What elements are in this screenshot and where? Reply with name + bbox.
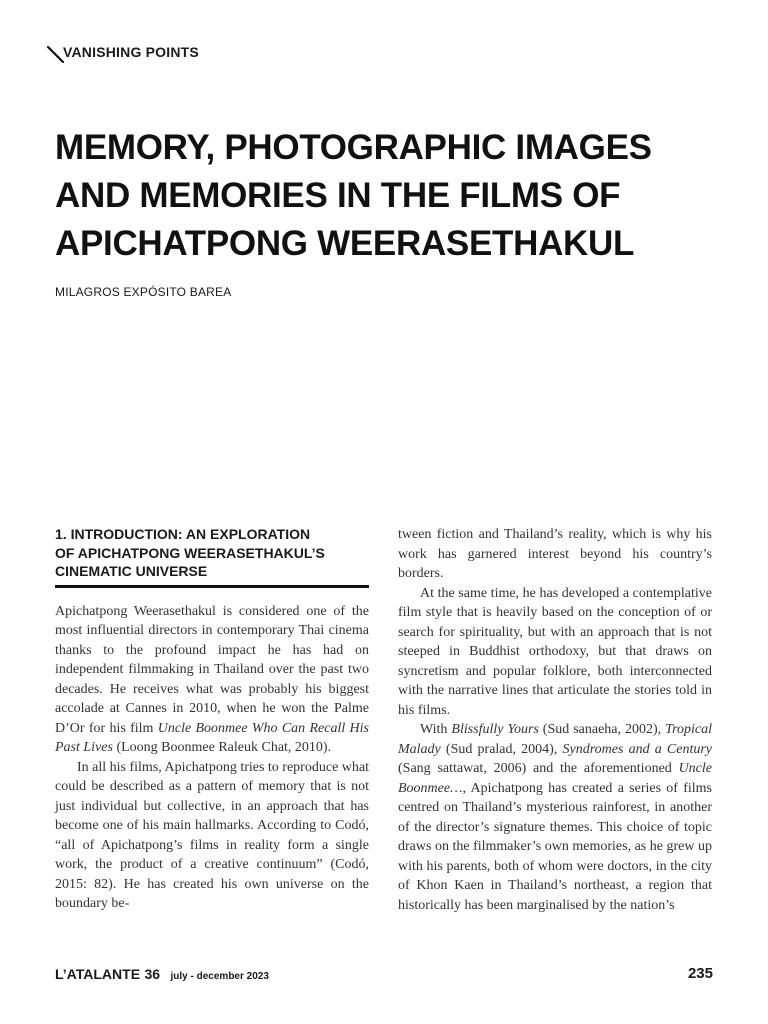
section-heading xyxy=(55,525,369,585)
film-title: Blissfully Yours xyxy=(451,722,539,737)
section-heading-line: 1. INTRODUCTION: AN EXPLORATION xyxy=(55,526,311,542)
journal-date: july - december 2023 xyxy=(170,971,269,982)
film-title: Tropical Malady xyxy=(398,722,713,757)
page-number: 235 xyxy=(687,965,713,982)
title-line: AND MEMORIES IN THE FILMS OF xyxy=(55,176,621,215)
article-title xyxy=(55,124,735,268)
paragraph: With Blissfully Yours (Sud sanaeha, 2002), Tropical Malady (Sud pralad, 2004), Syndromes and a Century (Sang sattawat, 2006) and the aforementioned Uncle Boonmee…, Apichatpong has created a series of films centred on Thailand’s mysterious rainforest, in another of the director’s signature themes. This choice of topic draws on the filmmaker’s own memories, as he grew up with his parents, both of whom were doctors, in the city of Khon Kaen in Thailand’s northeast, a region that historically has been marginalised by the nation’s xyxy=(398,722,713,913)
journal-name: L’ATALANTE xyxy=(55,966,141,982)
left-column xyxy=(55,525,369,914)
footer-journal xyxy=(55,966,269,984)
heading-rule xyxy=(55,585,369,588)
paragraph: Apichatpong Weerasethakul is considered one of the most influential directors in contemporary Thai cinema thanks to the profound impact he has had on independent filmmaking in Thailand over the past two decades. He receives what was probably his biggest accolade at Cannes in 2010, when he won the Palme D’Or for his film Uncle Boonmee Who Can Recall His Past Lives (Loong Boonmee Raleuk Chat, 2010). xyxy=(55,603,369,755)
title-line: APICHATPONG WEERASETHAKUL xyxy=(55,224,635,263)
paragraph: tween fiction and Thailand’s reality, which is why his work has garnered interest beyond his country’s borders. xyxy=(398,527,712,581)
author-name: MILAGROS EXPÓSITO BAREA xyxy=(55,285,232,299)
film-title: Uncle Boonmee Who Can Recall His Past Lives xyxy=(55,720,369,755)
journal-issue: 36 xyxy=(144,966,161,982)
section-tag-label: VANISHING POINTS xyxy=(63,44,199,60)
title-line: MEMORY, PHOTOGRAPHIC IMAGES xyxy=(55,128,652,167)
right-column xyxy=(398,525,712,915)
film-title: Uncle Boonmee… xyxy=(398,761,712,796)
paragraph: In all his films, Apichatpong tries to reproduce what could be described as a pattern of memory that is not just individual but collective, in an approach that has become one of his main hallmarks. According to Codó, “all of Apichatpong’s films in reality form a single work, the product of a creative continuum” (Codó, 2015: 82). He has created his own universe on the boundary be- xyxy=(55,759,369,911)
paragraph: At the same time, he has developed a contemplative film style that is heavily based on the conception of or search for spirituality, but with an approach that is not steeped in Buddhist orthodoxy, but that draws on syncretism and popular folklore, both interconnected with the narrative lines that articulate the stories told in his films. xyxy=(398,585,712,718)
film-title: Syndromes and a Century xyxy=(562,741,712,757)
section-heading-line: OF APICHATPONG WEERASETHAKUL’S xyxy=(55,544,325,561)
section-heading-line: CINEMATIC UNIVERSE xyxy=(55,563,208,579)
